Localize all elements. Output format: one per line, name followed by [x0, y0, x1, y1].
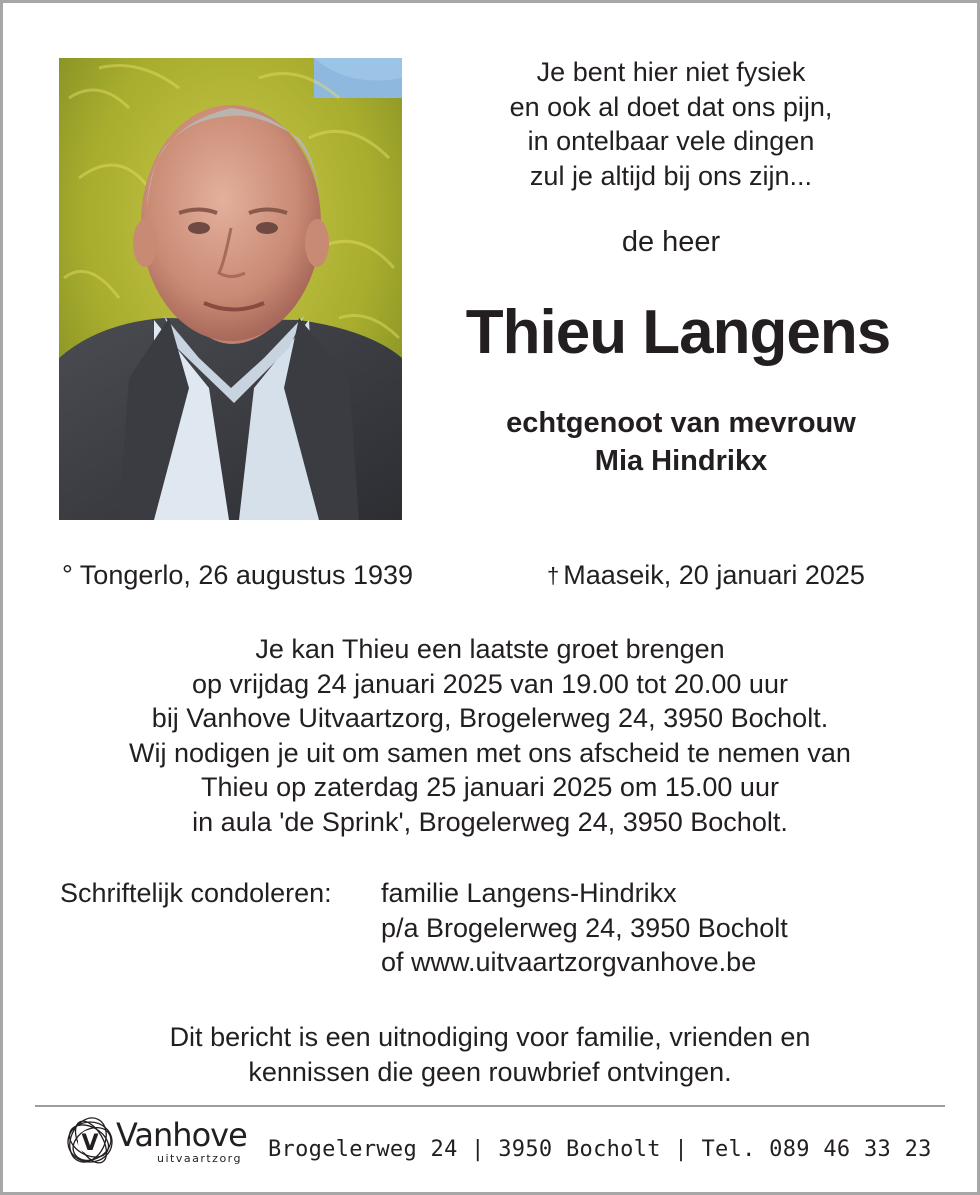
logo-subtitle: uitvaartzorg — [157, 1152, 242, 1165]
death-text: Maaseik, 20 januari 2025 — [563, 560, 865, 590]
spouse-info — [430, 404, 932, 480]
invitation-line: Wij nodigen je uit om samen met ons afscheid te nemen van — [129, 737, 851, 768]
spouse-line-1: echtgenoot van mevrouw — [506, 407, 856, 439]
logo-mark-letter: V — [81, 1131, 99, 1156]
death-info — [547, 560, 865, 591]
footer-contact: Brogelerweg 24 | 3950 Bocholt | Tel. 089 46 33 23 — [268, 1137, 932, 1162]
closing-note — [0, 1020, 980, 1089]
honorific: de heer — [621, 226, 721, 258]
portrait-image — [59, 58, 402, 520]
condolences-line: familie Langens-Hindrikx — [381, 878, 677, 908]
invitation-line: op vrijdag 24 januari 2025 van 19.00 tot 20.00 uur — [192, 668, 788, 699]
condolences-label: Schriftelijk condoleren: — [60, 878, 332, 908]
closing-line: Dit bericht is een uitnodiging voor familie, vrienden en — [169, 1022, 811, 1052]
closing-line: kennissen die geen rouwbrief ontvingen. — [248, 1056, 732, 1087]
condolences-website-link[interactable]: of www.uitvaartzorgvanhove.be — [381, 947, 757, 977]
invitation-line: in aula 'de Sprink', Brogelerweg 24, 3950 Bocholt. — [192, 806, 788, 837]
poem-line: Je bent hier niet fysiek — [536, 57, 806, 87]
cross-icon: † — [547, 563, 560, 588]
spouse-line-2: Mia Hindrikx — [594, 445, 768, 477]
divider — [35, 1105, 945, 1107]
invitation-line: bij Vanhove Uitvaartzorg, Brogelerweg 24, 3950 Bocholt. — [151, 703, 829, 733]
portrait-photo — [59, 58, 402, 520]
birth-info: ° Tongerlo, 26 augustus 1939 — [62, 560, 414, 590]
poem-line: zul je altijd bij ons zijn... — [529, 160, 813, 191]
deceased-name: Thieu Langens — [465, 298, 891, 367]
vanhove-logo — [64, 1114, 254, 1170]
poem-line: in ontelbaar vele dingen — [527, 126, 815, 156]
invitation-line: Je kan Thieu een laatste groet brengen — [255, 634, 725, 664]
poem-line: en ook al doet dat ons pijn, — [509, 91, 833, 122]
logo-mark-icon — [64, 1114, 116, 1170]
condolences-line: p/a Brogelerweg 24, 3950 Bocholt — [381, 912, 788, 943]
memorial-poem — [430, 55, 912, 193]
logo-name: Vanhove — [116, 1116, 247, 1154]
invitation-line: Thieu op zaterdag 25 januari 2025 om 15.00 uur — [201, 772, 779, 802]
invitation-text — [0, 632, 980, 839]
